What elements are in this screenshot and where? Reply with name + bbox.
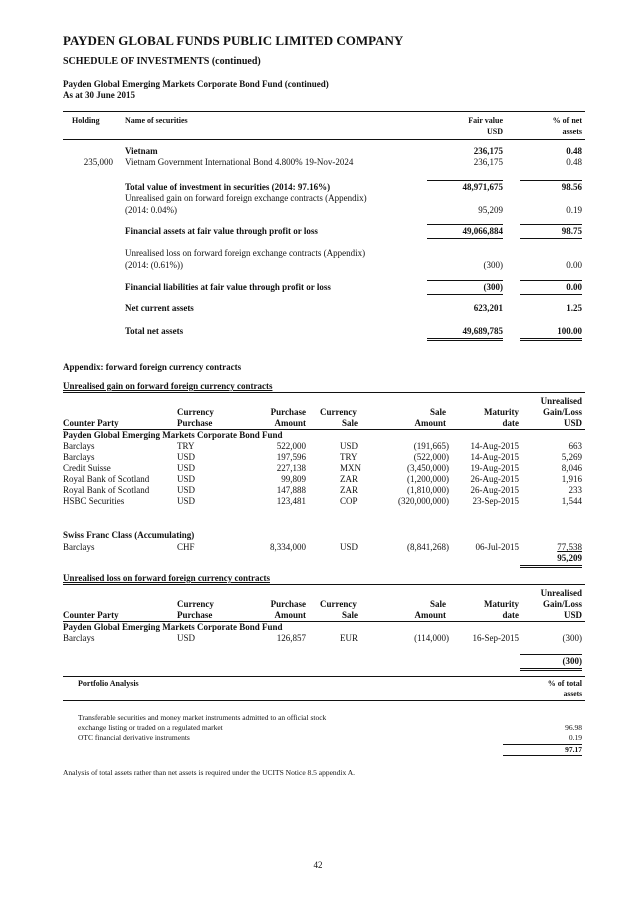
subtotal-line (427, 224, 503, 225)
maturity-date: 06-Jul-2015 (475, 542, 519, 552)
unrealised-value: 5,269 (561, 452, 582, 462)
col-gainloss: Gain/Loss (542, 599, 582, 609)
gain-fx-row-2 (0, 205, 637, 216)
net-current-label: Net current assets (125, 303, 194, 313)
gain-fx-row (0, 193, 637, 204)
subtotal-line (520, 180, 582, 181)
counterparty: Credit Suisse (63, 463, 111, 473)
loss-section-title: Unrealised loss on forward foreign currency contracts (63, 573, 270, 583)
col-cur-purchase: Currency (177, 599, 214, 609)
maturity-date: 14-Aug-2015 (470, 452, 519, 462)
gain-fx-value: 95,209 (478, 205, 503, 215)
col-purchase: Purchase (270, 407, 306, 417)
subtotal-line (427, 280, 503, 281)
col-maturity-2: date (502, 610, 519, 620)
total-net-label: Total net assets (125, 326, 184, 336)
gain-fx-label: Unrealised gain on forward foreign exchange contracts (Appendix) (125, 193, 367, 203)
currency-purchase: TRY (177, 441, 195, 451)
unrealised-value: 77,538 (557, 542, 582, 552)
total-investment-label: Total value of investment in securities (2014: 97.16%) (125, 182, 331, 192)
maturity-date: 26-Aug-2015 (470, 474, 519, 484)
portfolio-title: Portfolio Analysis (78, 679, 139, 688)
gain-fund-label: Payden Global Emerging Markets Corporate Bond Fund (63, 430, 283, 440)
currency-purchase: USD (177, 633, 196, 643)
portfolio-total: 97.17 (565, 745, 582, 754)
counterparty: Barclays (63, 542, 95, 552)
subtotal-line (427, 294, 503, 295)
col-purchase: Purchase (270, 599, 306, 609)
currency-sale: COP (340, 496, 358, 506)
col-unrealised: Unrealised (540, 588, 582, 598)
total-line (520, 338, 582, 339)
gain-fx-label-2: (2014: 0.04%) (125, 205, 177, 215)
total-line (520, 340, 582, 341)
table-row (0, 463, 637, 474)
col-sale: Sale (429, 407, 446, 417)
currency-sale: MXN (340, 463, 362, 473)
unrealised-value: 1,916 (561, 474, 582, 484)
currency-sale: EUR (340, 633, 358, 643)
col-cur-purchase: Currency (177, 407, 214, 417)
col-counterparty: Counter Party (63, 418, 119, 428)
currency-purchase: USD (177, 485, 196, 495)
portfolio-line-3-value: 0.19 (568, 733, 582, 742)
col-cur-purchase-2: Purchase (177, 418, 213, 428)
security-pct: 0.48 (566, 157, 582, 167)
sale-amount: (3,450,000) (407, 463, 449, 473)
col-pct: % of net (552, 116, 582, 125)
divider (63, 111, 585, 112)
currency-sale: TRY (340, 452, 358, 462)
portfolio-line-3: OTC financial derivative instruments (78, 733, 190, 742)
currency-purchase: USD (177, 474, 196, 484)
total-line (427, 338, 503, 339)
currency-sale: USD (340, 542, 359, 552)
loss-fx-row (0, 248, 637, 259)
col-gainloss: Gain/Loss (542, 407, 582, 417)
divider (63, 700, 585, 701)
purchase-amount: 147,888 (276, 485, 306, 495)
col-holding: Holding (72, 116, 100, 125)
total-net-row (0, 326, 637, 337)
net-current-pct: 1.25 (566, 303, 582, 313)
unrealised-value: (300) (562, 633, 582, 643)
purchase-amount: 126,857 (276, 633, 306, 643)
currency-sale: USD (340, 441, 359, 451)
sale-amount: (522,000) (413, 452, 449, 462)
total-line (503, 755, 582, 756)
total-line (520, 567, 582, 568)
table-row (0, 452, 637, 463)
purchase-amount: 522,000 (276, 441, 306, 451)
counterparty: Royal Bank of Scotland (63, 474, 150, 484)
holding-qty: 235,000 (83, 157, 113, 167)
col-sale-2: Amount (414, 418, 446, 428)
financial-assets-label: Financial assets at fair value through profit or loss (125, 226, 318, 236)
net-current-row (0, 303, 637, 314)
maturity-date: 14-Aug-2015 (470, 441, 519, 451)
chf-class-label: Swiss Franc Class (Accumulating) (63, 530, 195, 540)
financial-assets-row (0, 226, 637, 237)
financial-liabilities-row (0, 282, 637, 293)
col-maturity: Maturity (484, 599, 519, 609)
counterparty: Royal Bank of Scotland (63, 485, 150, 495)
divider (63, 392, 585, 393)
financial-liabilities-pct: 0.00 (566, 282, 582, 292)
security-value: 236,175 (473, 157, 503, 167)
sale-amount: (114,000) (414, 633, 449, 643)
col-pct-unit: assets (562, 127, 582, 136)
col-cur-sale: Currency (320, 407, 357, 417)
divider (63, 139, 585, 140)
col-usd: USD (563, 610, 582, 620)
loss-fx-row-2 (0, 260, 637, 271)
security-name: Vietnam Government International Bond 4.800% 19-Nov-2024 (125, 157, 354, 167)
total-investment-value: 48,971,675 (462, 182, 503, 192)
col-unrealised: Unrealised (540, 396, 582, 406)
col-maturity: Maturity (484, 407, 519, 417)
table-row (0, 474, 637, 485)
loss-fx-label: Unrealised loss on forward foreign exchange contracts (Appendix) (125, 248, 366, 258)
subtotal-line (520, 280, 582, 281)
subtotal-line (520, 238, 582, 239)
sale-amount: (320,000,000) (398, 496, 449, 506)
col-cur-purchase-2: Purchase (177, 610, 213, 620)
portfolio-line-2: exchange listing or traded on a regulated market (78, 723, 223, 732)
subtotal-line (520, 224, 582, 225)
col-cur-sale-2: Sale (341, 418, 358, 428)
total-net-pct: 100.00 (557, 326, 582, 336)
sale-amount: (1,200,000) (407, 474, 449, 484)
portfolio-col-pct-2: assets (563, 689, 582, 698)
holding-row (0, 157, 637, 168)
country-name: Vietnam (125, 146, 158, 156)
col-purchase-2: Amount (274, 418, 306, 428)
financial-liabilities-value: (300) (483, 282, 503, 292)
unrealised-value: 1,544 (561, 496, 582, 506)
loss-fx-pct: 0.00 (566, 260, 582, 270)
unrealised-value: 233 (568, 485, 582, 495)
table-row (0, 633, 637, 644)
financial-liabilities-label: Financial liabilities at fair value through profit or loss (125, 282, 331, 292)
maturity-date: 19-Aug-2015 (470, 463, 519, 473)
total-investment-row (0, 182, 637, 193)
counterparty: Barclays (63, 452, 95, 462)
loss-fund-label: Payden Global Emerging Markets Corporate Bond Fund (63, 622, 283, 632)
currency-sale: ZAR (340, 485, 358, 495)
purchase-amount: 227,138 (276, 463, 306, 473)
currency-purchase: USD (177, 463, 196, 473)
col-cur-sale-2: Sale (341, 610, 358, 620)
col-usd: USD (563, 418, 582, 428)
loss-total: (300) (562, 656, 582, 666)
loss-fx-value: (300) (483, 260, 503, 270)
currency-purchase: CHF (177, 542, 195, 552)
total-line (520, 670, 582, 671)
subtotal-line (520, 294, 582, 295)
counterparty: Barclays (63, 441, 95, 451)
sale-amount: (191,665) (413, 441, 449, 451)
table-row (0, 496, 637, 507)
purchase-amount: 197,596 (276, 452, 306, 462)
country-pct: 0.48 (566, 146, 582, 156)
maturity-date: 26-Aug-2015 (470, 485, 519, 495)
table-row (0, 485, 637, 496)
col-purchase-2: Amount (274, 610, 306, 620)
unrealised-value: 8,046 (561, 463, 582, 473)
divider (63, 584, 585, 585)
as-at-date: As at 30 June 2015 (63, 90, 136, 100)
col-sale-2: Amount (414, 610, 446, 620)
country-value: 236,175 (473, 146, 503, 156)
col-name: Name of securities (125, 116, 188, 125)
purchase-amount: 99,809 (281, 474, 306, 484)
fund-title: Payden Global Emerging Markets Corporate Bond Fund (continued) (63, 79, 329, 89)
col-sale: Sale (429, 599, 446, 609)
portfolio-line-2-value: 96.98 (565, 723, 582, 732)
sale-amount: (8,841,268) (407, 542, 449, 552)
subtotal-line (427, 238, 503, 239)
financial-assets-pct: 98.75 (561, 226, 582, 236)
schedule-title: SCHEDULE OF INVESTMENTS (continued) (63, 56, 261, 67)
company-name: PAYDEN GLOBAL FUNDS PUBLIC LIMITED COMPANY (63, 33, 404, 48)
appendix-title: Appendix: forward foreign currency contracts (63, 362, 242, 372)
currency-purchase: USD (177, 452, 196, 462)
financial-assets-value: 49,066,884 (462, 226, 503, 236)
gain-total: 95,209 (557, 553, 582, 563)
subtotal-line (520, 654, 582, 655)
loss-fx-label-2: (2014: (0.61%)) (125, 260, 183, 270)
currency-purchase: USD (177, 496, 196, 506)
total-line (520, 565, 582, 566)
counterparty: HSBC Securities (63, 496, 125, 506)
page-number: 42 (313, 860, 323, 870)
counterparty: Barclays (63, 633, 95, 643)
col-counterparty: Counter Party (63, 610, 119, 620)
col-maturity-2: date (502, 418, 519, 428)
col-cur-sale: Currency (320, 599, 357, 609)
total-line (520, 668, 582, 669)
gain-section-title: Unrealised gain on forward foreign currency contracts (63, 381, 273, 391)
purchase-amount: 8,334,000 (270, 542, 306, 552)
purchase-amount: 123,481 (276, 496, 306, 506)
portfolio-col-pct: % of total (547, 679, 582, 688)
country-row (0, 146, 637, 157)
col-fair-value: Fair value (468, 116, 503, 125)
footnote: Analysis of total assets rather than net assets is required under the UCITS Notice 8.5 appendix A. (63, 768, 356, 777)
currency-sale: ZAR (340, 474, 358, 484)
total-investment-pct: 98.56 (561, 182, 582, 192)
sale-amount: (1,810,000) (407, 485, 449, 495)
net-current-value: 623,201 (473, 303, 503, 313)
maturity-date: 23-Sep-2015 (472, 496, 519, 506)
maturity-date: 16-Sep-2015 (472, 633, 519, 643)
gain-fx-pct: 0.19 (566, 205, 582, 215)
table-row (0, 441, 637, 452)
subtotal-line (427, 180, 503, 181)
total-net-value: 49,689,785 (462, 326, 503, 336)
total-line (427, 340, 503, 341)
portfolio-line-1: Transferable securities and money market instruments admitted to an official stock (78, 713, 327, 722)
table-row (0, 542, 637, 553)
col-fair-value-unit: USD (486, 127, 503, 136)
unrealised-value: 663 (568, 441, 582, 451)
divider (63, 676, 585, 677)
